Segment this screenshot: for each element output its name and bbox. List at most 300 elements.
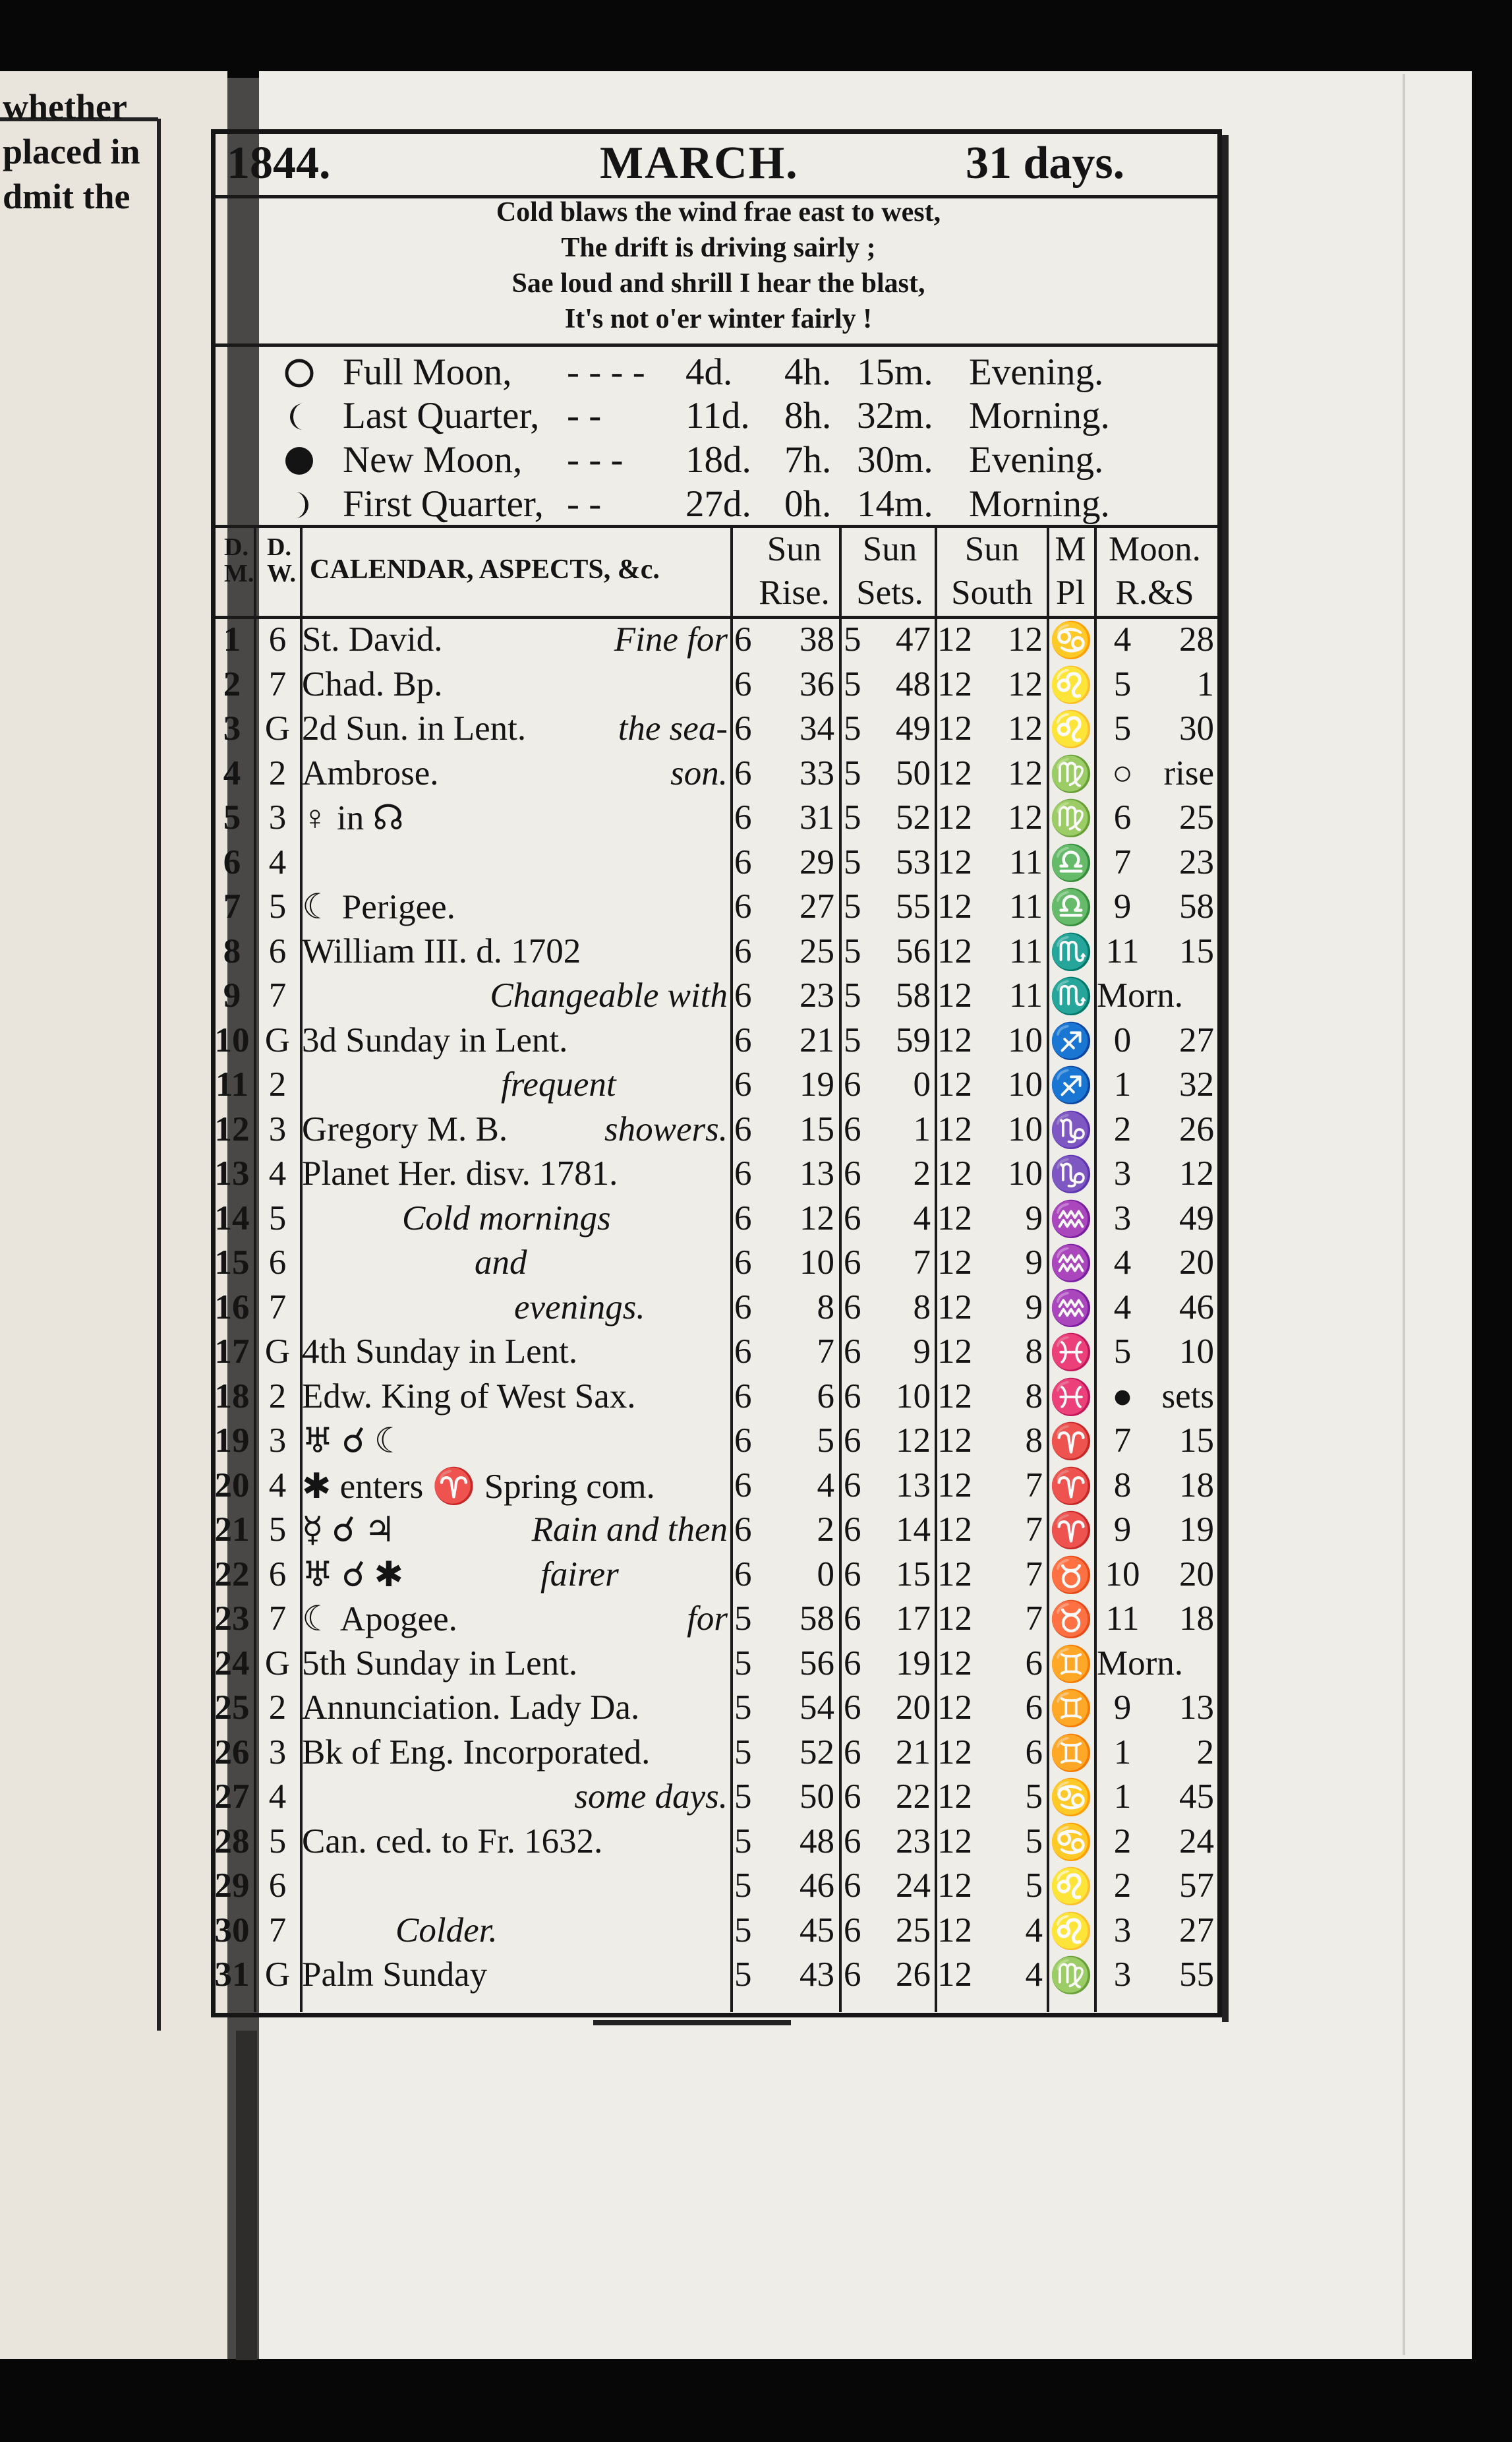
moon-hour: 1: [1113, 1065, 1132, 1104]
sunrise-minute: 21: [800, 1021, 834, 1059]
sunset-minute: 10: [896, 1377, 931, 1415]
sunrise-minute: 46: [800, 1866, 834, 1905]
sunrise-minute: 25: [800, 932, 834, 970]
sunsouth-line: South: [951, 574, 1033, 612]
sunrise-hour: 6: [734, 1555, 752, 1593]
sunset-hour: 5: [844, 754, 861, 792]
moon-minute: 32: [1179, 1065, 1214, 1104]
poem-line: Sae loud and shrill I hear the blast,: [511, 268, 925, 299]
moon-minute: 23: [1179, 843, 1214, 881]
sunrise-minute: 58: [800, 1599, 834, 1638]
full-moon-icon: [283, 357, 320, 394]
sunrise-hour: 6: [734, 1154, 752, 1193]
phase-period: Morning.: [969, 395, 1110, 436]
sunsouth-minute: 10: [1008, 1065, 1043, 1104]
moon-hour: ○: [1111, 754, 1133, 792]
calendar-event: Can. ced. to Fr. 1632.: [302, 1822, 603, 1861]
sunset-minute: 22: [896, 1777, 931, 1816]
moon-minute: 26: [1179, 1110, 1214, 1148]
moon-minute: 25: [1179, 798, 1214, 837]
day-of-week: 5: [268, 1822, 287, 1861]
sunsouth-minute: 9: [1025, 1288, 1043, 1326]
sunset-minute: 9: [913, 1332, 931, 1371]
moon-hour: 1: [1113, 1733, 1132, 1772]
zodiac-sign: ♓: [1049, 1379, 1093, 1417]
sunrise-minute: 54: [800, 1688, 834, 1727]
sunrise-minute: 6: [817, 1377, 834, 1415]
year-label: 1844.: [227, 138, 331, 189]
calendar-event: Planet Her. disv. 1781.: [302, 1154, 618, 1193]
col-dw-head: [257, 534, 297, 587]
sunrise-minute: 13: [800, 1154, 834, 1193]
sunrise-hour: 5: [734, 1911, 752, 1950]
zodiac-sign: ♏: [1049, 978, 1093, 1016]
moon-hour: 1: [1113, 1777, 1132, 1816]
sunset-hour: 6: [844, 1510, 861, 1549]
zodiac-sign: ♒: [1049, 1290, 1093, 1328]
sunset-minute: 12: [896, 1421, 931, 1460]
moon-minute: 27: [1179, 1021, 1214, 1059]
sunrise-minute: 48: [800, 1822, 834, 1861]
sunrise-line: Rise.: [759, 574, 830, 612]
sunrise-hour: 6: [734, 1332, 752, 1371]
sunset-minute: 48: [896, 665, 931, 703]
sunrise-minute: 56: [800, 1644, 834, 1683]
weather-note: fairer: [540, 1555, 619, 1593]
moon-hour: 3: [1113, 1154, 1132, 1193]
moon-minute: 55: [1179, 1955, 1214, 1994]
sunrise-hour: 6: [734, 1199, 752, 1237]
calendar-event: 2d Sun. in Lent.: [302, 709, 527, 748]
phase-dots: - -: [567, 395, 602, 436]
moon-hour: 5: [1113, 1332, 1132, 1371]
sunrise-minute: 34: [800, 709, 834, 748]
sunrise-hour: 6: [734, 620, 752, 659]
moon-hour: 10: [1105, 1555, 1140, 1593]
zodiac-sign: ♑: [1049, 1156, 1093, 1194]
sunrise-hour: 6: [734, 1065, 752, 1104]
sunsouth-minute: 7: [1025, 1599, 1043, 1638]
day-of-week: 4: [268, 843, 287, 881]
sunsouth-hour: 12: [937, 1644, 972, 1683]
day-of-month: 31: [214, 1955, 250, 1994]
sunset-hour: 6: [844, 1110, 861, 1148]
zodiac-sign: ♏: [1049, 934, 1093, 972]
sunset-minute: 26: [896, 1955, 931, 1994]
sunsouth-minute: 11: [1008, 887, 1043, 926]
phase-hour: 4h.: [784, 351, 832, 393]
day-of-month: 14: [214, 1199, 250, 1237]
sunset-minute: 21: [896, 1733, 931, 1772]
col-calendar-head: CALENDAR, ASPECTS, &c.: [310, 554, 660, 585]
sunrise-hour: 6: [734, 976, 752, 1015]
moon-minute: 1: [1196, 665, 1214, 703]
sunrise-minute: 36: [800, 665, 834, 703]
sunset-hour: 6: [844, 1377, 861, 1415]
sunsouth-minute: 12: [1008, 665, 1043, 703]
sunset-hour: 6: [844, 1466, 861, 1504]
poem-line: The drift is driving sairly ;: [561, 233, 876, 263]
sunrise-minute: 7: [817, 1332, 834, 1371]
poem-line: Cold blaws the wind frae east to west,: [496, 197, 941, 227]
sunrise-minute: 29: [800, 843, 834, 881]
moon-hour: 6: [1113, 798, 1132, 837]
sunsouth-hour: 12: [937, 1555, 972, 1593]
moon-hour: 3: [1113, 1955, 1132, 1994]
sunset-minute: 59: [896, 1021, 931, 1059]
day-of-month: 21: [214, 1510, 250, 1549]
col-sunsets-head: [844, 527, 936, 614]
weather-note: and: [475, 1243, 527, 1282]
zodiac-sign: ♋: [1049, 1824, 1093, 1862]
zodiac-sign: ♋: [1049, 622, 1093, 660]
sunrise-minute: 23: [800, 976, 834, 1015]
left-page-text: [3, 84, 140, 219]
sunrise-minute: 27: [800, 887, 834, 926]
day-of-week: 6: [268, 620, 287, 659]
moon-hour: 5: [1113, 665, 1132, 703]
sunset-minute: 24: [896, 1866, 931, 1905]
moon-minute: rise: [1163, 754, 1214, 792]
sunset-hour: 6: [844, 1199, 861, 1237]
zodiac-sign: ♍: [1049, 756, 1093, 794]
zodiac-sign: ♌: [1049, 1913, 1093, 1951]
sunrise-hour: 6: [734, 1421, 752, 1460]
day-of-month: 29: [214, 1866, 250, 1905]
sunsouth-hour: 12: [937, 843, 972, 881]
calendar-event: ♅ ☌ ✱: [302, 1556, 404, 1594]
mpl-line: Pl: [1055, 574, 1086, 612]
weather-note: Cold mornings: [402, 1199, 611, 1237]
sunset-minute: 49: [896, 709, 931, 748]
days-count: 31 days.: [966, 138, 1125, 189]
sunset-hour: 6: [844, 1599, 861, 1638]
sunset-hour: 6: [844, 1777, 861, 1816]
sunrise-hour: 6: [734, 665, 752, 703]
sunsouth-minute: 9: [1025, 1199, 1043, 1237]
sunset-minute: 15: [896, 1555, 931, 1593]
sunsouth-minute: 10: [1008, 1021, 1043, 1059]
sunset-minute: 19: [896, 1644, 931, 1683]
sunsouth-minute: 6: [1025, 1644, 1043, 1683]
moon-minute: 18: [1179, 1599, 1214, 1638]
moon-minute: 57: [1179, 1866, 1214, 1905]
columns-rule: [216, 616, 1217, 619]
sunrise-hour: 6: [734, 1377, 752, 1415]
day-of-month: 2: [223, 665, 241, 703]
calendar-event: ♅ ☌ ☾: [302, 1422, 406, 1460]
phase-hour: 8h.: [784, 395, 832, 436]
sunsouth-minute: 12: [1008, 798, 1043, 837]
mpl-line: M: [1055, 530, 1086, 568]
day-of-month: 22: [214, 1555, 250, 1593]
sunsouth-minute: 10: [1008, 1110, 1043, 1148]
moon-minute: 19: [1179, 1510, 1214, 1549]
day-of-week: 7: [268, 976, 287, 1015]
sunset-minute: 8: [913, 1288, 931, 1326]
calendar-event: 4th Sunday in Lent.: [302, 1332, 578, 1371]
sunsouth-hour: 12: [937, 1688, 972, 1727]
sunrise-hour: 6: [734, 843, 752, 881]
moon-hour: 8: [1113, 1466, 1132, 1504]
sunrise-minute: 4: [817, 1466, 834, 1504]
zodiac-sign: ♌: [1049, 1868, 1093, 1906]
sunset-hour: 6: [844, 1866, 861, 1905]
day-of-week: 6: [268, 1243, 287, 1282]
col-dm-head: [217, 533, 254, 587]
zodiac-sign: ♒: [1049, 1245, 1093, 1283]
zodiac-sign: ♍: [1049, 800, 1093, 838]
phase-hour: 7h.: [784, 439, 832, 481]
sunsouth-hour: 12: [937, 887, 972, 926]
phase-dots: - - -: [567, 439, 624, 481]
phase-dots: - - - -: [567, 351, 645, 393]
weather-note: frequent: [501, 1065, 616, 1104]
zodiac-sign: ♒: [1049, 1201, 1093, 1239]
day-of-month: 27: [214, 1777, 250, 1816]
last-quarter-icon: [283, 401, 320, 438]
day-of-week: 2: [268, 754, 287, 792]
phase-day: 18d.: [685, 439, 751, 481]
day-of-month: 9: [223, 976, 241, 1015]
moon-hour: 4: [1113, 620, 1132, 659]
sunsouth-minute: 4: [1025, 1911, 1043, 1950]
sunset-minute: 58: [896, 976, 931, 1015]
moon-minute: 30: [1179, 709, 1214, 748]
sunsouth-hour: 12: [937, 665, 972, 703]
sunset-minute: 20: [896, 1688, 931, 1727]
sunsouth-hour: 12: [937, 1021, 972, 1059]
sunsouth-minute: 5: [1025, 1866, 1043, 1905]
poem-rule: [216, 343, 1217, 347]
calendar-event: ♀ in ☊: [302, 799, 404, 837]
sunrise-hour: 6: [734, 709, 752, 748]
day-of-month: 3: [223, 709, 241, 748]
sunrise-minute: 50: [800, 1777, 834, 1816]
col-sunsouth-head: [939, 527, 1045, 614]
phase-name: New Moon,: [343, 439, 523, 481]
sunset-minute: 1: [913, 1110, 931, 1148]
sunset-hour: 6: [844, 1154, 861, 1193]
calendar-event: Annunciation. Lady Da.: [302, 1688, 640, 1727]
day-of-month: 13: [214, 1154, 250, 1193]
book-gutter-shadow: [236, 2031, 257, 2360]
day-of-week: 7: [268, 1911, 287, 1950]
zodiac-sign: ♈: [1049, 1468, 1093, 1506]
day-of-month: 28: [214, 1822, 250, 1861]
day-of-week: 7: [268, 1599, 287, 1638]
moon-minute: 20: [1179, 1555, 1214, 1593]
moon-minute: 24: [1179, 1822, 1214, 1861]
day-of-week: 4: [268, 1777, 287, 1816]
sunrise-hour: 5: [734, 1866, 752, 1905]
zodiac-sign: ♊: [1049, 1646, 1093, 1684]
sunsouth-hour: 12: [937, 1466, 972, 1504]
sunset-hour: 5: [844, 976, 861, 1015]
sunsouth-minute: 4: [1025, 1955, 1043, 1994]
phase-period: Morning.: [969, 483, 1110, 525]
moon-hour: 4: [1113, 1288, 1132, 1326]
zodiac-sign: ♊: [1049, 1690, 1093, 1728]
calendar-event: Chad. Bp.: [302, 665, 443, 703]
sunrise-minute: 52: [800, 1733, 834, 1772]
moon-minute: 18: [1179, 1466, 1214, 1504]
sunrise-hour: 5: [734, 1955, 752, 1994]
moon-minute: 2: [1196, 1733, 1214, 1772]
day-of-week: 5: [268, 1199, 287, 1237]
moon-minute: 27: [1179, 1911, 1214, 1950]
sunsouth-hour: 12: [937, 1866, 972, 1905]
left-page: [0, 71, 227, 2359]
sunset-hour: 5: [844, 843, 861, 881]
sunset-hour: 6: [844, 1644, 861, 1683]
day-of-month: 17: [214, 1332, 250, 1371]
weather-note: Changeable with: [490, 976, 728, 1015]
sunset-hour: 5: [844, 887, 861, 926]
sunrise-minute: 0: [817, 1555, 834, 1593]
day-of-month: 10: [214, 1021, 250, 1059]
day-of-week: 2: [268, 1377, 287, 1415]
sunsouth-hour: 12: [937, 1065, 972, 1104]
weather-note: Fine for: [614, 620, 728, 659]
weather-note: Rain and then: [531, 1510, 728, 1549]
sunset-hour: 6: [844, 1733, 861, 1772]
sunset-hour: 6: [844, 1822, 861, 1861]
zodiac-sign: ♐: [1049, 1023, 1093, 1061]
phase-minute: 15m.: [857, 351, 933, 393]
day-of-month: 16: [214, 1288, 250, 1326]
moon-hour: 2: [1113, 1822, 1132, 1861]
sunset-hour: 5: [844, 932, 861, 970]
day-of-week: G: [264, 1332, 291, 1371]
moon-hour: 7: [1113, 843, 1132, 881]
bottom-ornament: [593, 2020, 791, 2025]
moon-hour: 0: [1113, 1021, 1132, 1059]
sunsouth-hour: 12: [937, 1199, 972, 1237]
sunset-minute: 56: [896, 932, 931, 970]
sunsouth-hour: 12: [937, 1332, 972, 1371]
moon-hour: 3: [1113, 1199, 1132, 1237]
zodiac-sign: ♍: [1049, 1957, 1093, 1995]
sunsouth-minute: 6: [1025, 1733, 1043, 1772]
day-of-week: 5: [268, 1510, 287, 1549]
zodiac-sign: ♊: [1049, 1735, 1093, 1773]
sunset-hour: 6: [844, 1688, 861, 1727]
new-moon-icon: [283, 445, 320, 482]
col-dw-label: D. W.: [267, 533, 297, 587]
moon-hour: 11: [1105, 1599, 1140, 1638]
moon-minute: 46: [1179, 1288, 1214, 1326]
sunset-minute: 23: [896, 1822, 931, 1861]
left-page-border: [157, 119, 161, 2031]
moon-hour: Morn.: [1097, 1644, 1184, 1683]
sunset-minute: 13: [896, 1466, 931, 1504]
weather-note: showers.: [604, 1110, 728, 1148]
moon-hour: Morn.: [1097, 976, 1184, 1015]
sunrise-minute: 19: [800, 1065, 834, 1104]
day-of-month: 5: [223, 798, 241, 837]
zodiac-sign: ♉: [1049, 1557, 1093, 1595]
sunsouth-minute: 7: [1025, 1555, 1043, 1593]
col-rule: [300, 527, 303, 2012]
sunrise-hour: 6: [734, 1466, 752, 1504]
zodiac-sign: ♌: [1049, 667, 1093, 705]
day-of-month: 1: [223, 620, 241, 659]
sunsouth-hour: 12: [937, 1154, 972, 1193]
zodiac-sign: ♑: [1049, 1112, 1093, 1150]
sunsouth-hour: 12: [937, 1110, 972, 1148]
calendar-event: Gregory M. B.: [302, 1110, 508, 1148]
day-of-week: 7: [268, 665, 287, 703]
day-of-week: 3: [268, 1110, 287, 1148]
moon-minute: 13: [1179, 1688, 1214, 1727]
calendar-event: Edw. King of West Sax.: [302, 1377, 636, 1415]
sunset-minute: 52: [896, 798, 931, 837]
first-quarter-icon: [283, 489, 320, 526]
sunrise-hour: 6: [734, 1510, 752, 1549]
sunsouth-minute: 6: [1025, 1688, 1043, 1727]
sunsouth-minute: 5: [1025, 1777, 1043, 1816]
sunsouth-minute: 11: [1008, 843, 1043, 881]
col-rule: [839, 527, 842, 2012]
day-of-month: 8: [223, 932, 241, 970]
day-of-month: 12: [214, 1110, 250, 1148]
sunrise-hour: 6: [734, 1243, 752, 1282]
moon-hour: ●: [1111, 1377, 1133, 1415]
sunsouth-minute: 12: [1008, 620, 1043, 659]
calendar-event: ☿ ☌ ♃: [302, 1511, 396, 1549]
sunset-hour: 6: [844, 1065, 861, 1104]
phase-period: Evening.: [969, 439, 1104, 481]
day-of-month: 11: [215, 1065, 249, 1104]
zodiac-sign: ♈: [1049, 1512, 1093, 1550]
sunrise-minute: 33: [800, 754, 834, 792]
sunrise-hour: 6: [734, 1021, 752, 1059]
col-mpl-head: [1047, 527, 1094, 614]
sunrise-hour: 6: [734, 1288, 752, 1326]
sunset-minute: 25: [896, 1911, 931, 1950]
day-of-month: 19: [214, 1421, 250, 1460]
sunrise-hour: 5: [734, 1599, 752, 1638]
sunsouth-minute: 12: [1008, 709, 1043, 748]
sunset-minute: 0: [913, 1065, 931, 1104]
zodiac-sign: ♓: [1049, 1334, 1093, 1372]
day-of-week: 2: [268, 1688, 287, 1727]
sunsouth-hour: 12: [937, 709, 972, 748]
sunrise-minute: 45: [800, 1911, 834, 1950]
zodiac-sign: ♉: [1049, 1601, 1093, 1639]
moon-minute: 15: [1179, 932, 1214, 970]
moon-minute: 49: [1179, 1199, 1214, 1237]
sunsouth-hour: 12: [937, 798, 972, 837]
sunrise-hour: 6: [734, 1110, 752, 1148]
sunset-hour: 6: [844, 1332, 861, 1371]
phase-period: Evening.: [969, 351, 1104, 393]
sunrise-minute: 8: [817, 1288, 834, 1326]
phase-day: 27d.: [685, 483, 751, 525]
moon-hour: 9: [1113, 887, 1132, 926]
moon-hour: 4: [1113, 1243, 1132, 1282]
left-line: whether: [3, 87, 127, 127]
sunsouth-minute: 8: [1025, 1377, 1043, 1415]
day-of-week: G: [264, 1644, 291, 1683]
calendar-event: William III. d. 1702: [302, 932, 581, 970]
phase-dots: - -: [567, 483, 602, 525]
sunset-hour: 6: [844, 1911, 861, 1950]
sunset-minute: 47: [896, 620, 931, 659]
sunrise-line: Sun: [767, 530, 822, 568]
sunset-hour: 5: [844, 709, 861, 748]
